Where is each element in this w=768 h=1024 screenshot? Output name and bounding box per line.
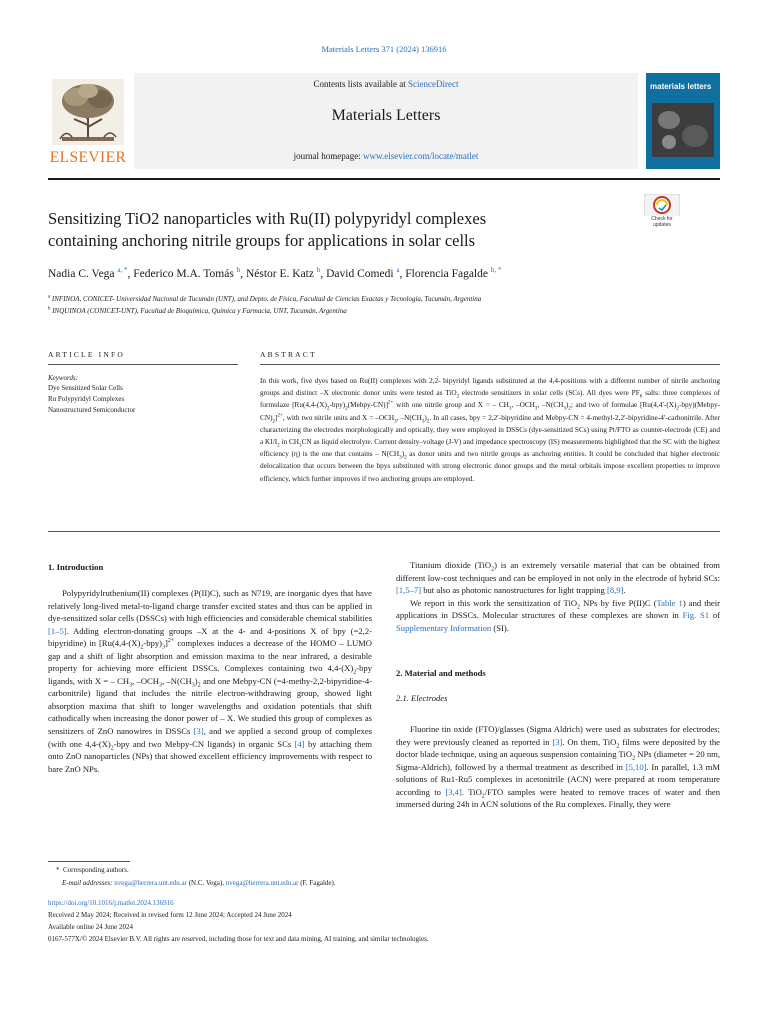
introduction-text: Polypyridylruthenium(II) complexes (P(II)C), such as N719, are inorganic dyes that have relatively long-lived metal-to-ligand charge transfer excited states and thus can be applied in dye-sensitized solar cells (DSSCs) with high efficiencies and considerable chemical stabilities [1–5]. Adding electron-donating groups –X at the 4- and 4-positions X of bpy (=2,2-bipyridine) in $[Ru(4,4-(X)_2-bpy)_3]^{2+}$ complexes induces a decrease of the HOMO – LUMO gap and a shift of light absorption and emission maxima to the near infrared, a desirable property for achieving more efficient DSSCs. Complexes containing two $4,4-(X)_2$-bpy ligands, with X = – $CH_3$, $-OCH_3$, $-N(CH_3)_2$ and one Mebpy-CN (=4-methy-2,2-bipyridine-4-carbonitrile) ligand that includes the nitrile electron-withdrawing group, showed light absorption maxima that shift to longer wavelengths and oxidation potentials that shift cathodically when increasing the donor power of – X. We studied this group of complexes as sensitizers of ZnO nanowires in DSSCs [3], and we applied a second group of complexes (with one $4,4-(X)_2$-bpy and two Mebpy-CN ligands) in organic SCs [4] by attaching them onto ZnO nanoparticles (NPs) that showed excellent efficiency improvements with respect to bare ZnO NPs. <box>48 588 373 774</box>
cover-image <box>652 103 714 157</box>
electrodes-text: Fluorine tin oxide (FTO)/glasses (Sigma Aldrich) were used as substrates for electrodes; they were previously cleaned as reported in [3]. On them, TiO$_2$ films were deposited by the doctor blade technique, using an aqueous suspension containing TiO$_2$ NPs (diameter = 20 nm, Sigma-Aldrich), followed by a thermal treatment as described in [5,10]. In parallel, 1.3 mM solutions of Ru1-Ru5 complexes in acetonitrile (ACN) were prepared at room temperature according to [3,4]. TiO$_2$/FTO samples were heated to remove traces of water and then immersed during 24h in ACN solutions of the Ru complexes. Finally, they were <box>396 724 720 810</box>
corresponding-authors-note: * Corresponding authors. <box>56 866 129 874</box>
journal-title: Materials Letters <box>331 107 441 124</box>
author[interactable]: Florencia Fagalde $^{b, *}$ <box>405 266 502 280</box>
section-heading-methods: 2. Material and methods <box>396 668 486 678</box>
email-link[interactable]: nvega@herrera.unt.edu.ar <box>114 879 187 887</box>
elsevier-tree-icon <box>52 79 124 145</box>
journal-reference[interactable]: Materials Letters 371 (2024) 136916 <box>321 44 447 54</box>
abstract-rule <box>260 364 720 365</box>
citation-link[interactable]: [8,9] <box>607 585 624 596</box>
journal-header <box>48 73 720 169</box>
publisher-wordmark: ELSEVIER <box>49 149 127 166</box>
email-link[interactable]: nvega@herrera.unt.edu.ar <box>225 879 299 887</box>
section-heading-introduction: 1. Introduction <box>48 562 104 572</box>
article-info-heading: ARTICLE INFO <box>48 350 125 359</box>
contents-line: Contents lists available at ScienceDirect <box>313 79 459 89</box>
homepage-line: journal homepage: www.elsevier.com/locate/matlet <box>293 151 479 161</box>
citation-link[interactable]: [5,10] <box>625 761 647 772</box>
keyword: Dye Sensitized Solar Cells <box>48 384 123 392</box>
supplementary-link[interactable]: Supplementary Information <box>396 622 492 633</box>
sciencedirect-link[interactable]: ScienceDirect <box>408 79 459 89</box>
author[interactable]: David Comedi $^a$ <box>326 266 400 280</box>
keywords-label: Keywords: <box>48 374 79 382</box>
check-for-updates-button[interactable] <box>644 194 680 230</box>
citation-link[interactable]: [3,4] <box>445 786 462 797</box>
footnote-rule <box>48 861 130 862</box>
check-updates-label: Check for updates <box>651 216 673 228</box>
header-divider <box>48 178 720 180</box>
copyright-notice: 0167-577X/© 2024 Elsevier B.V. All rights are reserved, including those for text and data mining, AI training, and similar technologies. <box>48 935 429 943</box>
available-online-date: Available online 24 June 2024 <box>48 923 134 931</box>
citation-link[interactable]: [1–5] <box>48 625 67 636</box>
affiliation: $^b$ INQUINOA (CONICET-UNT), Facultad de Bioquímica, Química y Farmacia, UNT, Tucumán, Argentina <box>48 306 347 315</box>
doi-link[interactable]: https://doi.org/10.1016/j.matlet.2024.136916 <box>48 899 174 907</box>
affiliation: $^a$ INFINOA, CONICET- Universidad Nacional de Tucumán (UNT), and Depto. de Física, Facultad de Ciencias Exactas y Tecnología, Tucumán, Argentina <box>48 294 482 303</box>
article-title: Sensitizing TiO2 nanoparticles with Ru(II) polypyridyl complexes containing anchoring nitrile groups for applications in solar cells <box>48 209 487 250</box>
abstract-body: In this work, five dyes based on Ru(II) complexes with 2,2́- bipyridyl ligands substituted at the 4,4-positions with a different number of nitrile anchoring groups and distinct –X electronic donor units were tested as TiO$_2$ electrode sensitizers in solar cells (SCs). All dyes were $PF_6$ salts: three complexes of formulaze $[Ru(4,4-(X)_2-bpy)_2(Mebpy-CN)]^{2+}$ with one nitrile group and X = – $CH_3$, $-OCH_3$, $-N(CH_3)_2$; and two of formulae $[Ru(4,4'-(X)_2-bpy)(Mebpy-CN)_2]^{2+}$, with two nitrile units and $X = -OCH_3$, $-N(CH_3)_2$. In all cases, bpy = 2,2′-bipyridine and Mebpy-CN = 4-methyl-2,2′-bipyridine-4′-carbonitrile. After characterizing the electrodes morphologically and optically, they were employed in DSSCs (dye-sensitized SCs) using Pt/FTO as counter-electrode (CE) and a $KI/I_2$ in $CH_3CN$ as liquid electrolyte. Current density–voltage (J-V) and impedance spectroscopy (IS) measurements highlighted that the SC with the highest efficiency (η) is the one that contains – $N(CH_3)_2$ as donor units and two nitrile groups as anchoring entities. It could be concluded that higher electronic delocalization that occurs between the bpys substituted with strong electronic donor groups and the metal orbitals impose excellent properties to improve efficiency, which further improves if two anchoring groups are employed. <box>260 377 721 483</box>
keyword: Nanostructured Semiconductor <box>48 406 136 414</box>
right-column-text: Titanium dioxide (TiO$_2$) is an extremely versatile material that can be obtained from different low-cost techniques and can be employed in not only in the electrode of hybrid SCs: [1,5–7] but also as photonic nanostructures for light trapping [8,9]. We report in this work the sensitization of TiO$_2$ NPs by five P(II)C (Table 1) and their applications in DSSCs. Molecular structures of these complexes are shown in Fig. S1 of Supplementary Information (SI). <box>396 560 720 633</box>
article-info-rule <box>48 364 238 365</box>
abstract-heading: ABSTRACT <box>260 350 317 359</box>
citation-link[interactable]: [4] <box>294 738 305 749</box>
author[interactable]: Federico M.A. Tomás $^b$ <box>133 266 241 280</box>
cover-title: materials letters <box>650 82 712 91</box>
author[interactable]: Néstor E. Katz $^b$ <box>245 266 321 280</box>
citation-link[interactable]: [1,5–7] <box>396 585 422 596</box>
citation-link[interactable]: [3] <box>193 726 204 737</box>
citation-link[interactable]: [3] <box>552 736 563 747</box>
email-addresses: E-mail addresses: nvega@herrera.unt.edu.ar (N.C. Vega), nvega@herrera.unt.edu.ar (F. Fagalde). <box>62 879 336 887</box>
subsection-heading-electrodes: 2.1. Electrodes <box>396 693 448 703</box>
received-dates: Received 2 May 2024; Received in revised form 12 June 2024; Accepted 24 June 2024 <box>48 911 292 919</box>
check-updates-icon <box>644 194 680 216</box>
figure-link[interactable]: Fig. S1 <box>682 610 710 621</box>
journal-cover[interactable] <box>646 73 720 169</box>
homepage-link[interactable]: www.elsevier.com/locate/matlet <box>363 151 479 161</box>
table-link[interactable]: Table 1 <box>656 597 683 608</box>
keyword: Ru Polypyridyl Complexes <box>48 395 125 403</box>
elsevier-logo <box>48 73 128 169</box>
author-list: Nadia C. Vega $^{a, *}$, Federico M.A. Tomás $^b$, Néstor E. Katz $^b$, David Comedi $^a$, Florencia Fagalde $^{b, *}$ <box>48 266 502 280</box>
abstract-bottom-rule <box>48 531 720 532</box>
journal-banner <box>134 73 638 169</box>
author[interactable]: Nadia C. Vega $^{a, *}$ <box>48 266 128 280</box>
